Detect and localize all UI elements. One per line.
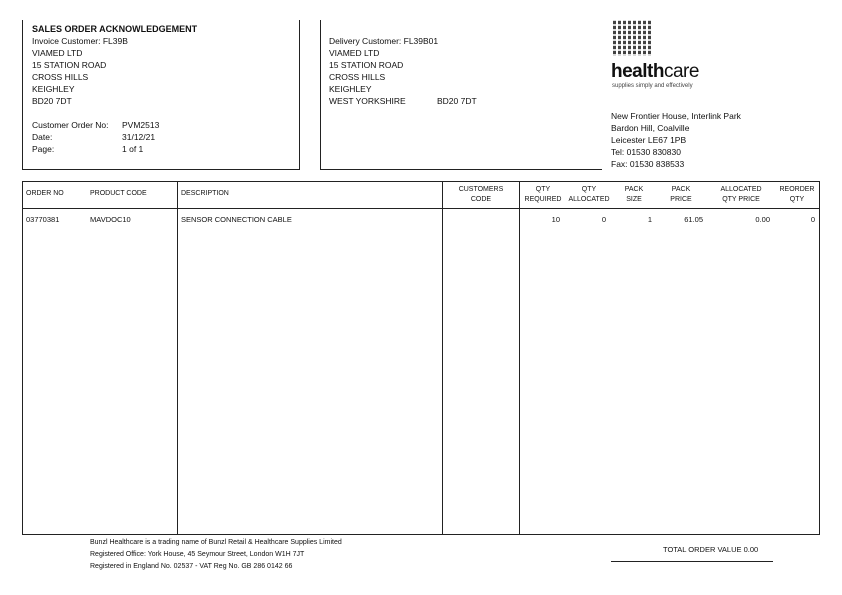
page-value: 1 of 1 [122, 144, 144, 154]
column-divider [442, 181, 443, 535]
cell-qty-required: 10 [551, 215, 560, 224]
header-qty-required: QTY REQUIRED [524, 186, 562, 203]
order-lines-table [22, 181, 820, 535]
invoice-address-line: VIAMED LTD [32, 48, 83, 58]
cell-description: SENSOR CONNECTION CABLE [181, 215, 292, 224]
delivery-address-line: VIAMED LTD [329, 48, 380, 58]
cell-reorder-qty: 0 [810, 215, 815, 224]
invoice-address-line: BD20 7DT [32, 96, 72, 106]
footer-line: Registered Office: York House, 45 Seymour Street, London W1H 7JT [90, 551, 305, 558]
cell-qty-allocated: 0 [601, 215, 606, 224]
date-value: 31/12/21 [122, 132, 156, 142]
header-product-code: PRODUCT CODE [90, 190, 147, 197]
company-tel: Tel: 01530 830830 [611, 147, 681, 157]
document-title: SALES ORDER ACKNOWLEDGEMENT [32, 24, 198, 34]
date-label: Date: [32, 132, 53, 142]
customer-order-no-value: PVM2513 [122, 120, 160, 130]
header-pack-size: PACK SIZE [624, 186, 644, 203]
company-fax: Fax: 01530 838533 [611, 159, 685, 169]
header-allocated-qty-price: ALLOCATED QTY PRICE [720, 186, 762, 203]
column-divider [519, 181, 520, 535]
column-divider [177, 181, 178, 535]
qr-code-icon [613, 20, 653, 56]
company-address-line: New Frontier House, Interlink Park [611, 111, 741, 121]
header-reorder-qty: REORDER QTY [779, 186, 815, 203]
company-logo: healthcare [611, 61, 699, 82]
invoice-customer: Invoice Customer: FL39B [32, 36, 128, 46]
header-customers-code: CUSTOMERS CODE [458, 186, 504, 203]
delivery-customer: Delivery Customer: FL39B01 [329, 36, 439, 46]
total-value: 0.00 [743, 545, 759, 554]
delivery-address-line: WEST YORKSHIRE [329, 96, 406, 106]
delivery-address-line: 15 STATION ROAD [329, 60, 404, 70]
company-address-line: Leicester LE67 1PB [611, 135, 687, 145]
header-pack-price: PACK PRICE [670, 186, 692, 203]
company-tagline: supplies simply and effectively [612, 83, 693, 89]
delivery-address-line: KEIGHLEY [329, 84, 372, 94]
delivery-postcode: BD20 7DT [437, 96, 477, 106]
footer-line: Registered in England No. 02537 - VAT Reg No. GB 286 0142 66 [90, 563, 293, 570]
total-label: TOTAL ORDER VALUE [663, 545, 742, 554]
delivery-address-line: CROSS HILLS [329, 72, 386, 82]
total-order-value [663, 545, 758, 554]
invoice-address-line: KEIGHLEY [32, 84, 75, 94]
customer-order-no-label: Customer Order No: [32, 120, 109, 130]
header-description: DESCRIPTION [181, 190, 229, 197]
header-order-no: ORDER NO [26, 190, 64, 197]
cell-pack-size: 1 [647, 215, 652, 224]
total-underline [611, 561, 773, 562]
page-label: Page: [32, 144, 55, 154]
invoice-address-line: CROSS HILLS [32, 72, 89, 82]
cell-product-code: MAVDOC10 [90, 215, 131, 224]
cell-order-no: 03770381 [26, 215, 60, 224]
company-address-line: Bardon Hill, Coalville [611, 123, 690, 133]
invoice-address-line: 15 STATION ROAD [32, 60, 107, 70]
table-header-divider [22, 208, 820, 209]
cell-allocated-qty-price: 0.00 [755, 215, 770, 224]
cell-pack-price: 61.05 [684, 215, 703, 224]
header-qty-allocated: QTY ALLOCATED [568, 186, 610, 203]
footer-line: Bunzl Healthcare is a trading name of Bunzl Retail & Healthcare Supplies Limited [90, 539, 342, 546]
